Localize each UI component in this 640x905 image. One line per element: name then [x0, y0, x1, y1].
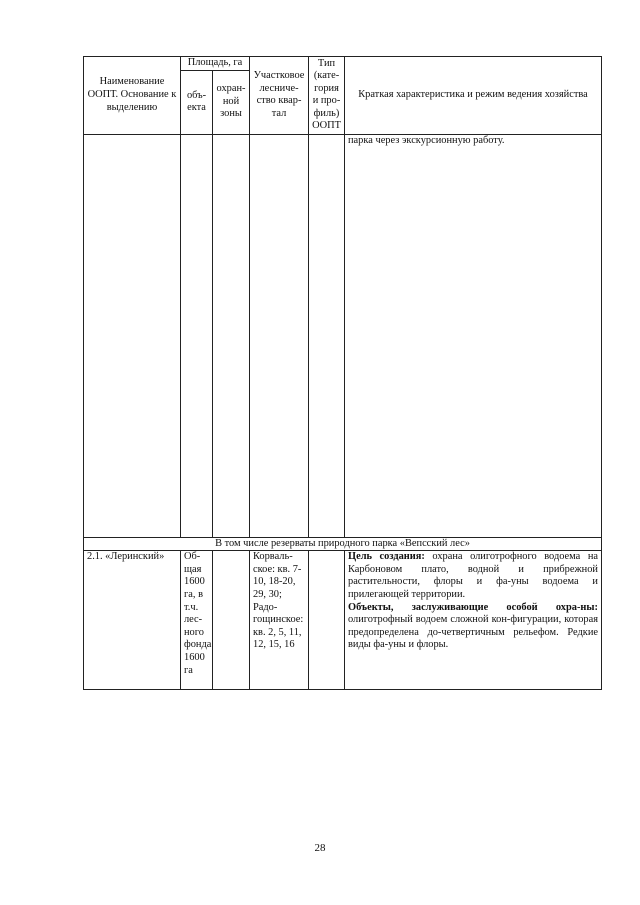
section-row — [84, 537, 602, 551]
header-description: Краткая характеристика и режим ведения хозяйства — [345, 57, 602, 135]
row-description — [345, 551, 602, 690]
continuation-text: парка через экскурсионную работу. — [345, 134, 602, 537]
header-forestry: Участковое лесниче-ство квар-тал — [250, 57, 309, 135]
section-title: В том числе резерваты природного парка «Вепсский лес» — [84, 537, 602, 551]
row-name: 2.1. «Леринский» — [84, 551, 181, 690]
header-name: Наименование ООПТ. Основание к выделению — [84, 57, 181, 135]
row-type — [309, 551, 345, 690]
header-area-object: объ-екта — [181, 70, 213, 134]
row-zone — [213, 551, 250, 690]
page-number: 28 — [314, 842, 326, 854]
goal-text: охрана олиготрофного водоема на Карбоновом плато, водной и прибрежной растительности, флоры и фа-уны водоема и прилегающей территории. — [348, 551, 599, 600]
row-area: Об-щая 1600 га, в т.ч. лес-ного фонда 1600 га — [181, 551, 213, 690]
objects-text: олиготрофный водоем сложной кон-фигурации, которая предопределена до-четвертичным рельефом. Редкие виды фа-уны и флоры. — [348, 614, 598, 651]
header-area-group: Площадь, га — [181, 57, 250, 71]
goal-label: Цель создания: — [348, 551, 425, 563]
header-area-zone: охран-ной зоны — [213, 70, 250, 134]
table-row — [84, 551, 602, 690]
header-type: Тип (кате-гория и про-филь) ООПТ — [309, 57, 345, 135]
continuation-row — [84, 134, 602, 537]
row-forestry: Корваль-ское: кв. 7-10, 18-20, 29, 30; Радо-гощинское: кв. 2, 5, 11, 12, 15, 16 — [250, 551, 309, 690]
objects-label: Объекты, заслуживающие особой охра-ны: — [348, 601, 598, 613]
oopt-table — [83, 56, 602, 690]
